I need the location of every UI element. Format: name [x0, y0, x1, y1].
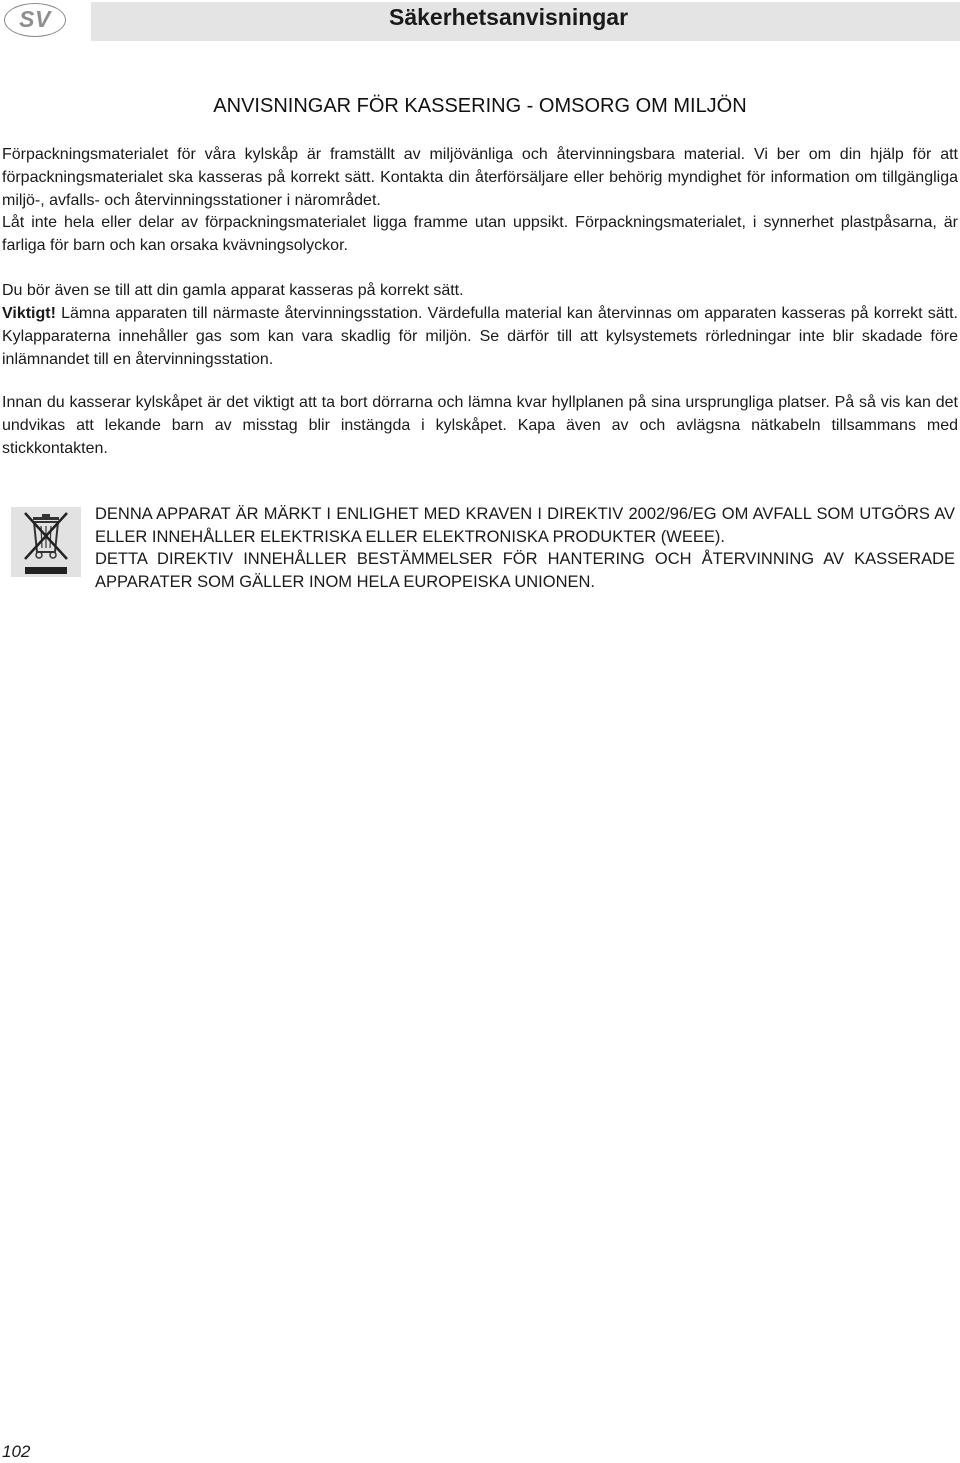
paragraph-old-appliance	[2, 279, 958, 302]
bin-handle	[42, 514, 50, 517]
weee-directive-notice	[95, 503, 955, 593]
paragraph-text: Låt inte hela eller delar av förpackningsmaterialet ligga framme utan uppsikt. Förpackningsmaterialet, i synnerhet plastpåsarna, är farliga för barn och kan orsaka kvävningsolyckor.	[2, 214, 958, 254]
paragraph-text: Innan du kasserar kylskåpet är det viktigt att ta bort dörrarna och lämna kvar hyllplanen på sina ursprungliga platser. På så vis kan det undvikas att lekande barn av misstag blir instängda i kylskåpet. Kapa även av och avlägsna nätkabeln tillsammans med stickkontakten.	[2, 394, 958, 457]
language-badge: SV	[4, 3, 66, 37]
paragraph-text	[2, 302, 958, 371]
directive-line: DENNA APPARAT ÄR MÄRKT I ENLIGHET MED KRAVEN I DIREKTIV 2002/96/EG OM AVFALL SOM UTGÖRS AV ELLER INNEHÅLLER ELEKTRISKA ELLER ELEKTRONISKA PRODUKTER (WEEE).	[95, 505, 955, 546]
page-title: Säkerhetsanvisningar	[389, 4, 629, 30]
page-number: 102	[2, 1442, 31, 1461]
paragraph-text: Du bör även se till att din gamla apparat kasseras på korrekt sätt.	[2, 282, 464, 299]
paragraph-packaging-warning	[2, 211, 958, 257]
crossed-out-wheelie-bin-icon	[11, 507, 81, 577]
underline-bar	[25, 567, 67, 574]
important-text: Lämna apparaten till närmaste återvinningsstation. Värdefulla material kan återvinnas om apparaten kasseras på korrekt sätt. Kylapparaterna innehåller gas som kan vara skadlig för miljön. Se därför till att kylsystemets rörledningar inte blir skadade före inlämnandet till en återvinningsstation.	[2, 305, 958, 368]
wheelie-bin-svg	[11, 507, 81, 577]
section-heading: ANVISNINGAR FÖR KASSERING - OMSORG OM MILJÖN	[213, 95, 747, 117]
paragraph-before-disposal	[2, 391, 958, 460]
paragraph-packaging	[2, 143, 958, 212]
bin-lid	[33, 517, 59, 520]
important-label: Viktigt!	[2, 305, 56, 322]
paragraph-text: Förpackningsmaterialet för våra kylskåp är framställt av miljövänliga och återvinningsbara material. Vi ber om din hjälp för att förpackningsmaterialet ska kasseras på korrekt sätt. Kontakta din återförsäljare eller behörig myndighet för information om tillgängliga miljö-, avfalls- och återvinningsstationer i närområdet.	[2, 146, 958, 209]
directive-line: DETTA DIREKTIV INNEHÅLLER BESTÄMMELSER FÖR HANTERING OCH ÅTERVINNING AV KASSERADE APPARATER SOM GÄLLER INOM HELA EUROPEISKA UNIONEN.	[95, 550, 955, 591]
page-header	[0, 0, 960, 44]
paragraph-important	[2, 302, 958, 371]
